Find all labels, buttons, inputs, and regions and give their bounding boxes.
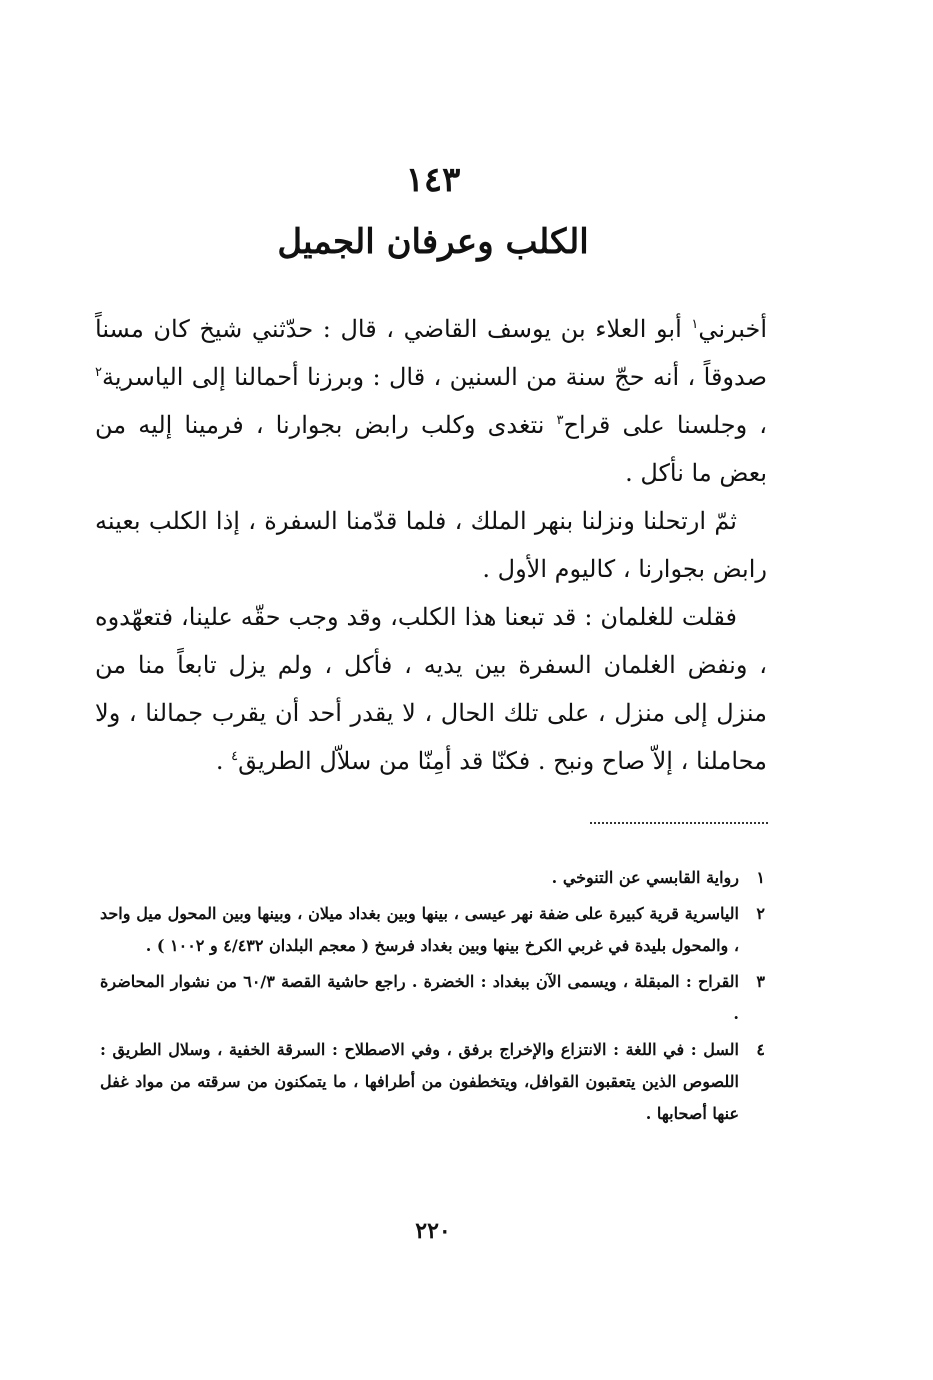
paragraph-3-text-b: . — [215, 747, 232, 775]
footnote-reference: ٤ — [231, 749, 239, 764]
footnote-number: ١ — [756, 868, 765, 887]
footnote-separator — [590, 822, 768, 824]
paragraph-1 — [95, 305, 767, 497]
paragraph-3-text-a: فقلت للغلمان : قد تبعنا هذا الكلب، وقد وجب حقّه علينا، فتعهّدوه ، ونفض الغلمان السفرة بين يديه ، فأكل ، ولم يزل تابعاً منا من منزل إلى منزل ، على تلك الحال ، لا يقدر أحد أن يقرب جمالنا ، ولا محاملنا ، إلاّ صاح ونبح . فكنّا قد أمِنّا من سلاّل الطريق — [95, 603, 767, 775]
footnotes — [100, 862, 765, 1134]
paragraph-1-text-b: أبو العلاء بن يوسف القاضي ، قال : حدّثني شيخ كان مسناً صدوقاً ، أنه حجّ سنة من السنين ، قال : وبرزنا أحمالنا إلى الياسرية — [95, 315, 767, 391]
footnote-number: ٤ — [756, 1040, 765, 1059]
footnote-reference: ٢ — [95, 365, 102, 380]
footnote-reference: ١ — [691, 317, 699, 332]
footnote-text: السل : في اللغة : الانتزاع والإخراج برفق ، وفي الاصطلاح : السرقة الخفية ، وسلال الطريق : اللصوص الذين يتعقبون القوافل، ويتخطفون من أطرافها ، ما يتمكنون من سرقته من مواد غفل عنها أصحابها . — [100, 1040, 739, 1123]
paragraph-2: ثمّ ارتحلنا ونزلنا بنهر الملك ، فلما قدّمنا السفرة ، إذا الكلب بعينه رابض بجوارنا ، كاليوم الأول . — [95, 507, 767, 583]
footnote-item — [100, 862, 765, 894]
paragraph-1-text-d: نتغدى وكلب رابض بجوارنا ، فرمينا إليه من بعض ما نأكل . — [95, 411, 767, 487]
story-number: ١٤٣ — [405, 160, 461, 200]
story-title: الكلب وعرفان الجميل — [277, 222, 589, 262]
footnote-text: رواية القابسي عن التنوخي . — [551, 868, 739, 887]
footnote-item — [100, 966, 765, 1030]
paragraph-1-text-a: أخبرني — [698, 315, 767, 343]
paragraph-3 — [95, 593, 767, 785]
footnote-number: ٣ — [756, 972, 765, 991]
footnote-text: القراح : المبقلة ، ويسمى الآن ببغداد : الخضرة . راجع حاشية القصة ٦٠/٣ من نشوار المحاضرة . — [100, 972, 739, 1023]
footnote-reference: ٣ — [556, 413, 564, 428]
paragraph-1-text-c: ، وجلسنا على قراح — [563, 411, 767, 439]
story-body — [95, 305, 767, 785]
footnote-item — [100, 898, 765, 962]
footnote-item — [100, 1034, 765, 1130]
footnote-number: ٢ — [756, 904, 765, 923]
page-number: ٢٢٠ — [415, 1218, 451, 1244]
footnote-text: الياسرية قرية كبيرة على ضفة نهر عيسى ، بينها وبين بغداد ميلان ، وبينها وبين المحول ميل واحد ، والمحول بليدة في غربي الكرخ بينها وبين بغداد فرسخ ( معجم البلدان ٤/٤٣٢ و ١٠٠٢ ) . — [100, 904, 739, 955]
